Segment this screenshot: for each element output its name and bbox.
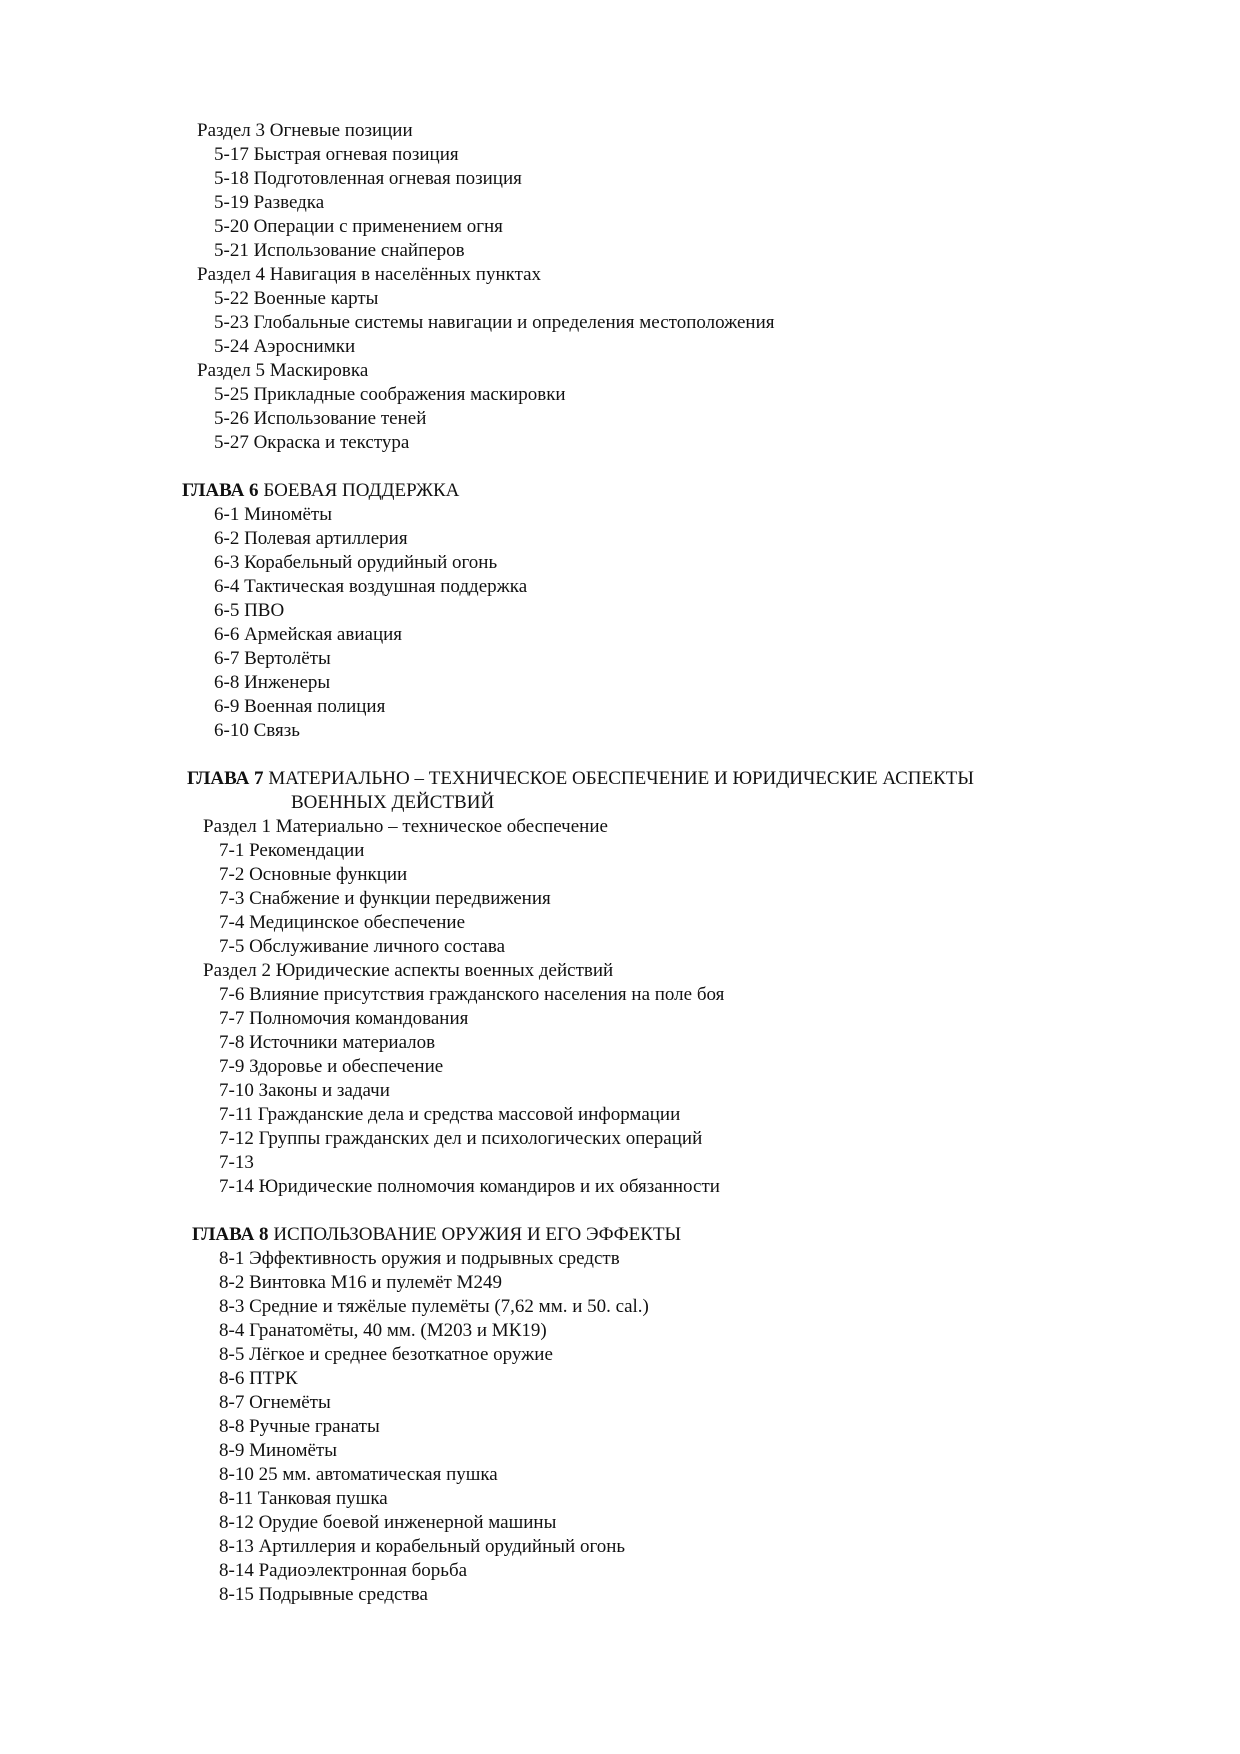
toc-item: 6-6 Армейская авиация <box>214 624 403 645</box>
toc-item: 7-13 <box>219 1152 254 1173</box>
toc-item: 7-1 Рекомендации <box>219 840 365 861</box>
chapter-title: БОЕВАЯ ПОДДЕРЖКА <box>263 480 460 501</box>
chapter-heading <box>192 1223 681 1247</box>
toc-item: 7-11 Гражданские дела и средства массовой информации <box>219 1104 681 1125</box>
toc-item: 6-4 Тактическая воздушная поддержка <box>214 576 528 597</box>
toc-item: 8-11 Танковая пушка <box>219 1488 388 1509</box>
toc-item: 8-2 Винтовка М16 и пулемёт М249 <box>219 1272 502 1293</box>
toc-item: 7-7 Полномочия командования <box>219 1008 469 1029</box>
toc-item: 5-27 Окраска и текстура <box>214 432 410 453</box>
toc-item: 5-18 Подготовленная огневая позиция <box>214 168 522 189</box>
chapter-label: ГЛАВА 8 <box>192 1224 269 1245</box>
toc-item: 7-14 Юридические полномочия командиров и их обязанности <box>219 1176 720 1197</box>
toc-item: 6-9 Военная полиция <box>214 696 386 717</box>
toc-item: 7-12 Группы гражданских дел и психологических операций <box>219 1128 703 1149</box>
toc-item: 7-2 Основные функции <box>219 864 408 885</box>
section-heading: Раздел 4 Навигация в населённых пунктах <box>197 264 542 285</box>
toc-item: 5-19 Разведка <box>214 192 325 213</box>
toc-item: 6-2 Полевая артиллерия <box>214 528 408 549</box>
toc-item: 6-5 ПВО <box>214 600 285 621</box>
chapter-label: ГЛАВА 7 <box>187 768 264 789</box>
toc-item: 6-8 Инженеры <box>214 672 331 693</box>
section-heading: Раздел 1 Материально – техническое обеспечение <box>203 816 608 837</box>
toc-item: 5-25 Прикладные соображения маскировки <box>214 384 566 405</box>
toc-item: 8-15 Подрывные средства <box>219 1584 428 1605</box>
chapter-title: МАТЕРИАЛЬНО – ТЕХНИЧЕСКОЕ ОБЕСПЕЧЕНИЕ И ЮРИДИЧЕСКИЕ АСПЕКТЫ <box>268 768 974 789</box>
chapter-heading <box>182 479 459 503</box>
section-heading: Раздел 5 Маскировка <box>197 360 369 381</box>
section-heading: Раздел 3 Огневые позиции <box>197 120 413 141</box>
toc-item: 5-17 Быстрая огневая позиция <box>214 144 459 165</box>
toc-item: 5-24 Аэроснимки <box>214 336 356 357</box>
toc-item: 7-10 Законы и задачи <box>219 1080 390 1101</box>
toc-item: 8-13 Артиллерия и корабельный орудийный огонь <box>219 1536 626 1557</box>
toc-item: 7-6 Влияние присутствия гражданского населения на поле боя <box>219 984 725 1005</box>
toc-item: 7-4 Медицинское обеспечение <box>219 912 465 933</box>
toc-item: 6-7 Вертолёты <box>214 648 331 669</box>
toc-item: 7-8 Источники материалов <box>219 1032 436 1053</box>
toc-item: 5-21 Использование снайперов <box>214 240 465 261</box>
chapter-heading <box>187 767 974 791</box>
toc-item: 8-14 Радиоэлектронная борьба <box>219 1560 468 1581</box>
toc-item: 7-9 Здоровье и обеспечение <box>219 1056 444 1077</box>
toc-item: 8-12 Орудие боевой инженерной машины <box>219 1512 557 1533</box>
toc-item: 8-8 Ручные гранаты <box>219 1416 380 1437</box>
toc-item: 5-26 Использование теней <box>214 408 427 429</box>
toc-item: 5-22 Военные карты <box>214 288 379 309</box>
toc-item: 6-1 Миномёты <box>214 504 332 525</box>
chapter-title-continued: ВОЕННЫХ ДЕЙСТВИЙ <box>291 792 495 813</box>
toc-item: 8-1 Эффективность оружия и подрывных средств <box>219 1248 620 1269</box>
toc-item: 7-5 Обслуживание личного состава <box>219 936 506 957</box>
toc-item: 8-10 25 мм. автоматическая пушка <box>219 1464 498 1485</box>
toc-item: 8-6 ПТРК <box>219 1368 298 1389</box>
toc-item: 7-3 Снабжение и функции передвижения <box>219 888 551 909</box>
toc-item: 5-23 Глобальные системы навигации и определения местоположения <box>214 312 775 333</box>
chapter-label: ГЛАВА 6 <box>182 480 259 501</box>
toc-item: 8-7 Огнемёты <box>219 1392 331 1413</box>
toc-item: 8-9 Миномёты <box>219 1440 337 1461</box>
toc-item: 8-5 Лёгкое и среднее безоткатное оружие <box>219 1344 553 1365</box>
toc-item: 6-3 Корабельный орудийный огонь <box>214 552 498 573</box>
toc-item: 5-20 Операции с применением огня <box>214 216 503 237</box>
toc-item: 6-10 Связь <box>214 720 300 741</box>
toc-item: 8-4 Гранатомёты, 40 мм. (М203 и МК19) <box>219 1320 547 1341</box>
toc-item: 8-3 Средние и тяжёлые пулемёты (7,62 мм. и 50. cal.) <box>219 1296 649 1317</box>
section-heading: Раздел 2 Юридические аспекты военных действий <box>203 960 614 981</box>
chapter-title: ИСПОЛЬЗОВАНИЕ ОРУЖИЯ И ЕГО ЭФФЕКТЫ <box>273 1224 682 1245</box>
